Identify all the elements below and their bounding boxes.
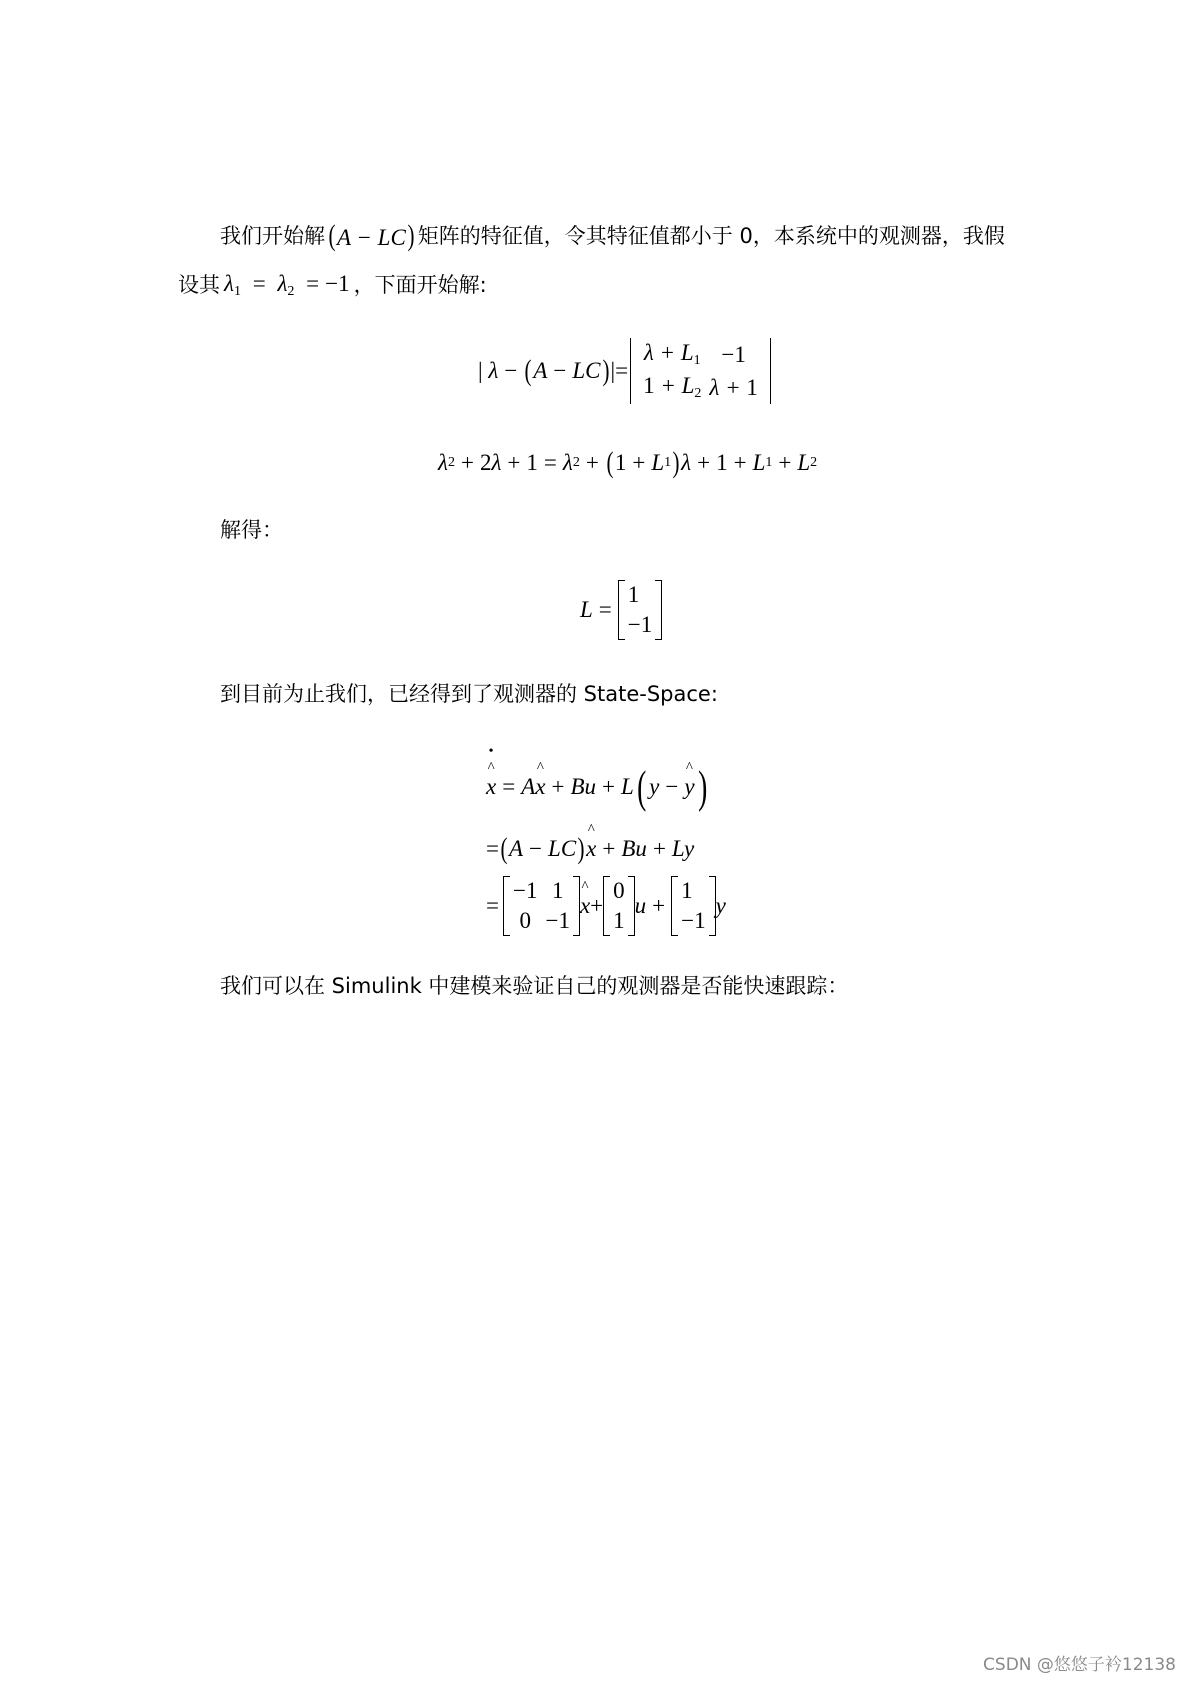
equation-characteristic: λ 2 + 2 λ + 1 = λ 2 + ( 1 + L 1 ) λ + 1 + L 1 + L 2 — [438, 446, 818, 479]
b-matrix: 0 1 — [603, 876, 635, 936]
watermark: CSDN @悠悠子衿12138 — [983, 1655, 1176, 1675]
equation-l-vector: L = 1 −1 — [580, 580, 662, 640]
determinant-matrix: $\lambda + L_1$ −1 $1 + L_2$ λ + 1 — [630, 338, 771, 404]
paragraph-1-text-b: 矩阵的特征值，令其特征值都小于 0，本系统中的观测器，我假 — [417, 223, 1005, 248]
l-matrix: 1 −1 — [618, 580, 662, 640]
paragraph-1-text-d: ，下面开始解: — [353, 273, 487, 297]
solve-label: 解得： — [220, 518, 283, 542]
observer-equation-line-2: = ( A − LC ) ^ x + Bu + Ly — [486, 832, 694, 866]
paragraph-1-line-2 — [178, 272, 487, 299]
paragraph-2: 到目前为止我们，已经得到了观测器的 State-Space: — [220, 682, 718, 706]
a-minus-lc-matrix: −1 1 0 −1 — [503, 876, 580, 936]
inline-math-a-minus-lc: (A − LC) — [328, 219, 415, 252]
paragraph-1-line-1 — [220, 221, 1005, 251]
equation-determinant: | λ − ( A − LC ) |= $\lambda + L_1$ −1 $1 + L_2$ λ + 1 — [478, 338, 771, 404]
l-matrix-2: 1 −1 — [671, 876, 715, 936]
paragraph-1-text-a: 我们开始解 — [220, 223, 325, 248]
observer-equation-line-1: ^ x • = A ^ x + Bu + L ( y − ^ y ) — [486, 760, 710, 813]
paragraph-1-text-c: 设其 — [178, 273, 220, 297]
paragraph-3: 我们可以在 Simulink 中建模来验证自己的观测器是否能快速跟踪： — [220, 974, 849, 998]
inline-math-eigenvalues: $\lambda_1 = \lambda_2 = -1$ — [224, 271, 350, 299]
observer-equation-line-3: = −1 1 0 −1 ^ x + 0 1 u + 1 −1 y — [486, 876, 726, 936]
